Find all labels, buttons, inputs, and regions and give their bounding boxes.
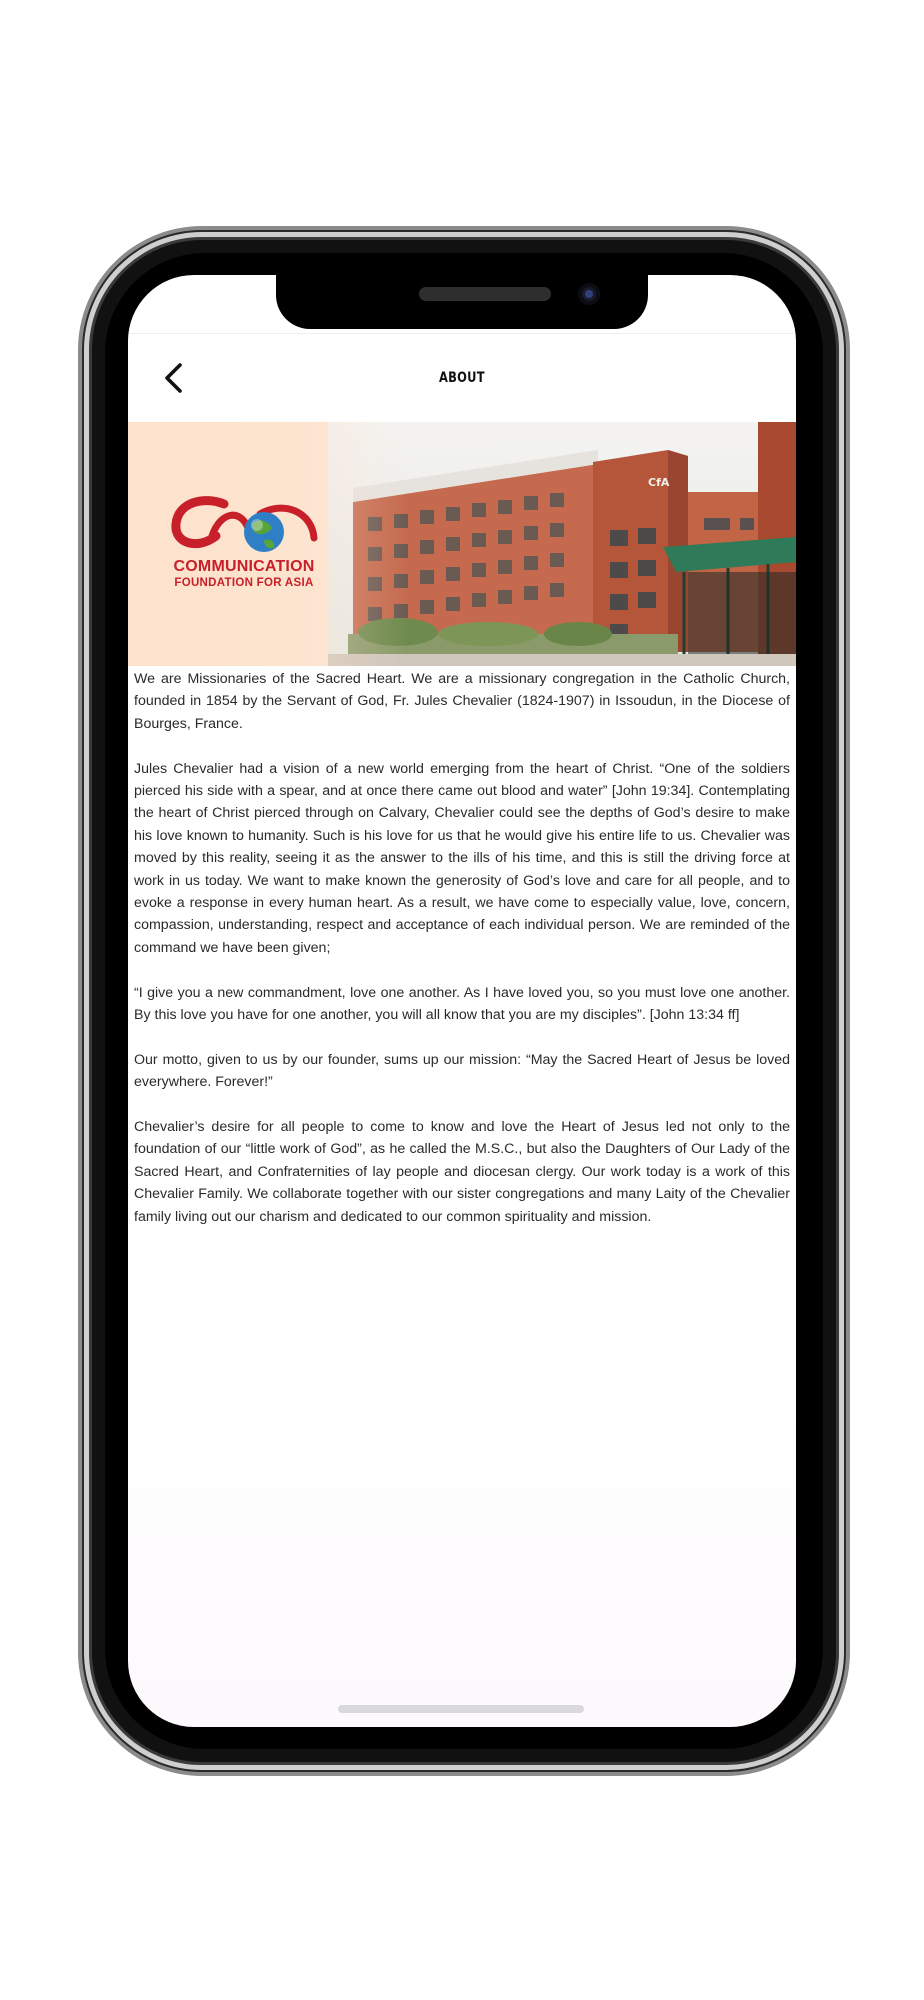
earpiece-speaker	[419, 287, 551, 301]
home-indicator[interactable]	[338, 1705, 584, 1713]
page-title: ABOUT	[439, 370, 485, 386]
about-content	[134, 668, 790, 1250]
header-banner	[128, 422, 796, 666]
front-camera	[578, 283, 600, 305]
logo-line-1: COMMUNICATION	[173, 558, 315, 575]
paragraph: We are Missionaries of the Sacred Heart. We are a missionary congregation in the Catholic Church, founded in 1854 by the Servant of God, Fr. Jules Chevalier (1824-1907) in Issoudun, in the Diocese of Bourges, France.	[134, 671, 790, 732]
paragraph: Our motto, given to us by our founder, sums up our mission: “May the Sacred Heart of Jesus be loved everywhere. Forever!”	[134, 1051, 790, 1091]
navigation-bar	[128, 334, 796, 422]
notch	[276, 275, 648, 329]
back-button[interactable]	[154, 356, 194, 400]
logo-line-2: FOUNDATION FOR ASIA	[174, 577, 314, 589]
paragraph: Jules Chevalier had a vision of a new world emerging from the heart of Christ. “One of the soldiers pierced his side with a spear, and at once there came out blood and water” [John 19:34]. Contemplating the heart of Christ pierced through on Calvary, Chevalier could see the depths of God’s desire to make his love known to humanity. Such is his love for us that he would give his entire life to us. Chevalier was moved by this reality, seeing it as the answer to the ills of his time, and this is still the driving force at work in us today. We want to make known the generosity of God’s love and care for all people, and to evoke a response in every human heart. As a result, we have come to especially value, love, concern, compassion, understanding, respect and acceptance of each individual person. We are reminded of the command we have been given;	[134, 760, 790, 956]
paragraph: “I give you a new commandment, love one another. As I have loved you, so you must love one another. By this love you have for one another, you will all know that you are my disciples”. [John 13:34 ff]	[134, 984, 790, 1024]
phone-screen	[128, 275, 796, 1727]
chevron-left-icon	[163, 362, 185, 394]
paragraph: Chevalier’s desire for all people to come to know and love the Heart of Jesus led not only to the foundation of our “little work of God”, as he called the M.S.C., but also the Daughters of Our Lady of the Sacred Heart, and Confraternities of lay people and diocesan clergy. Our work today is a work of this Chevalier Family. We collaborate together with our sister congregations and many Laity of the Chevalier family living out our charism and dedicated to our common spirituality and mission.	[134, 1119, 790, 1225]
